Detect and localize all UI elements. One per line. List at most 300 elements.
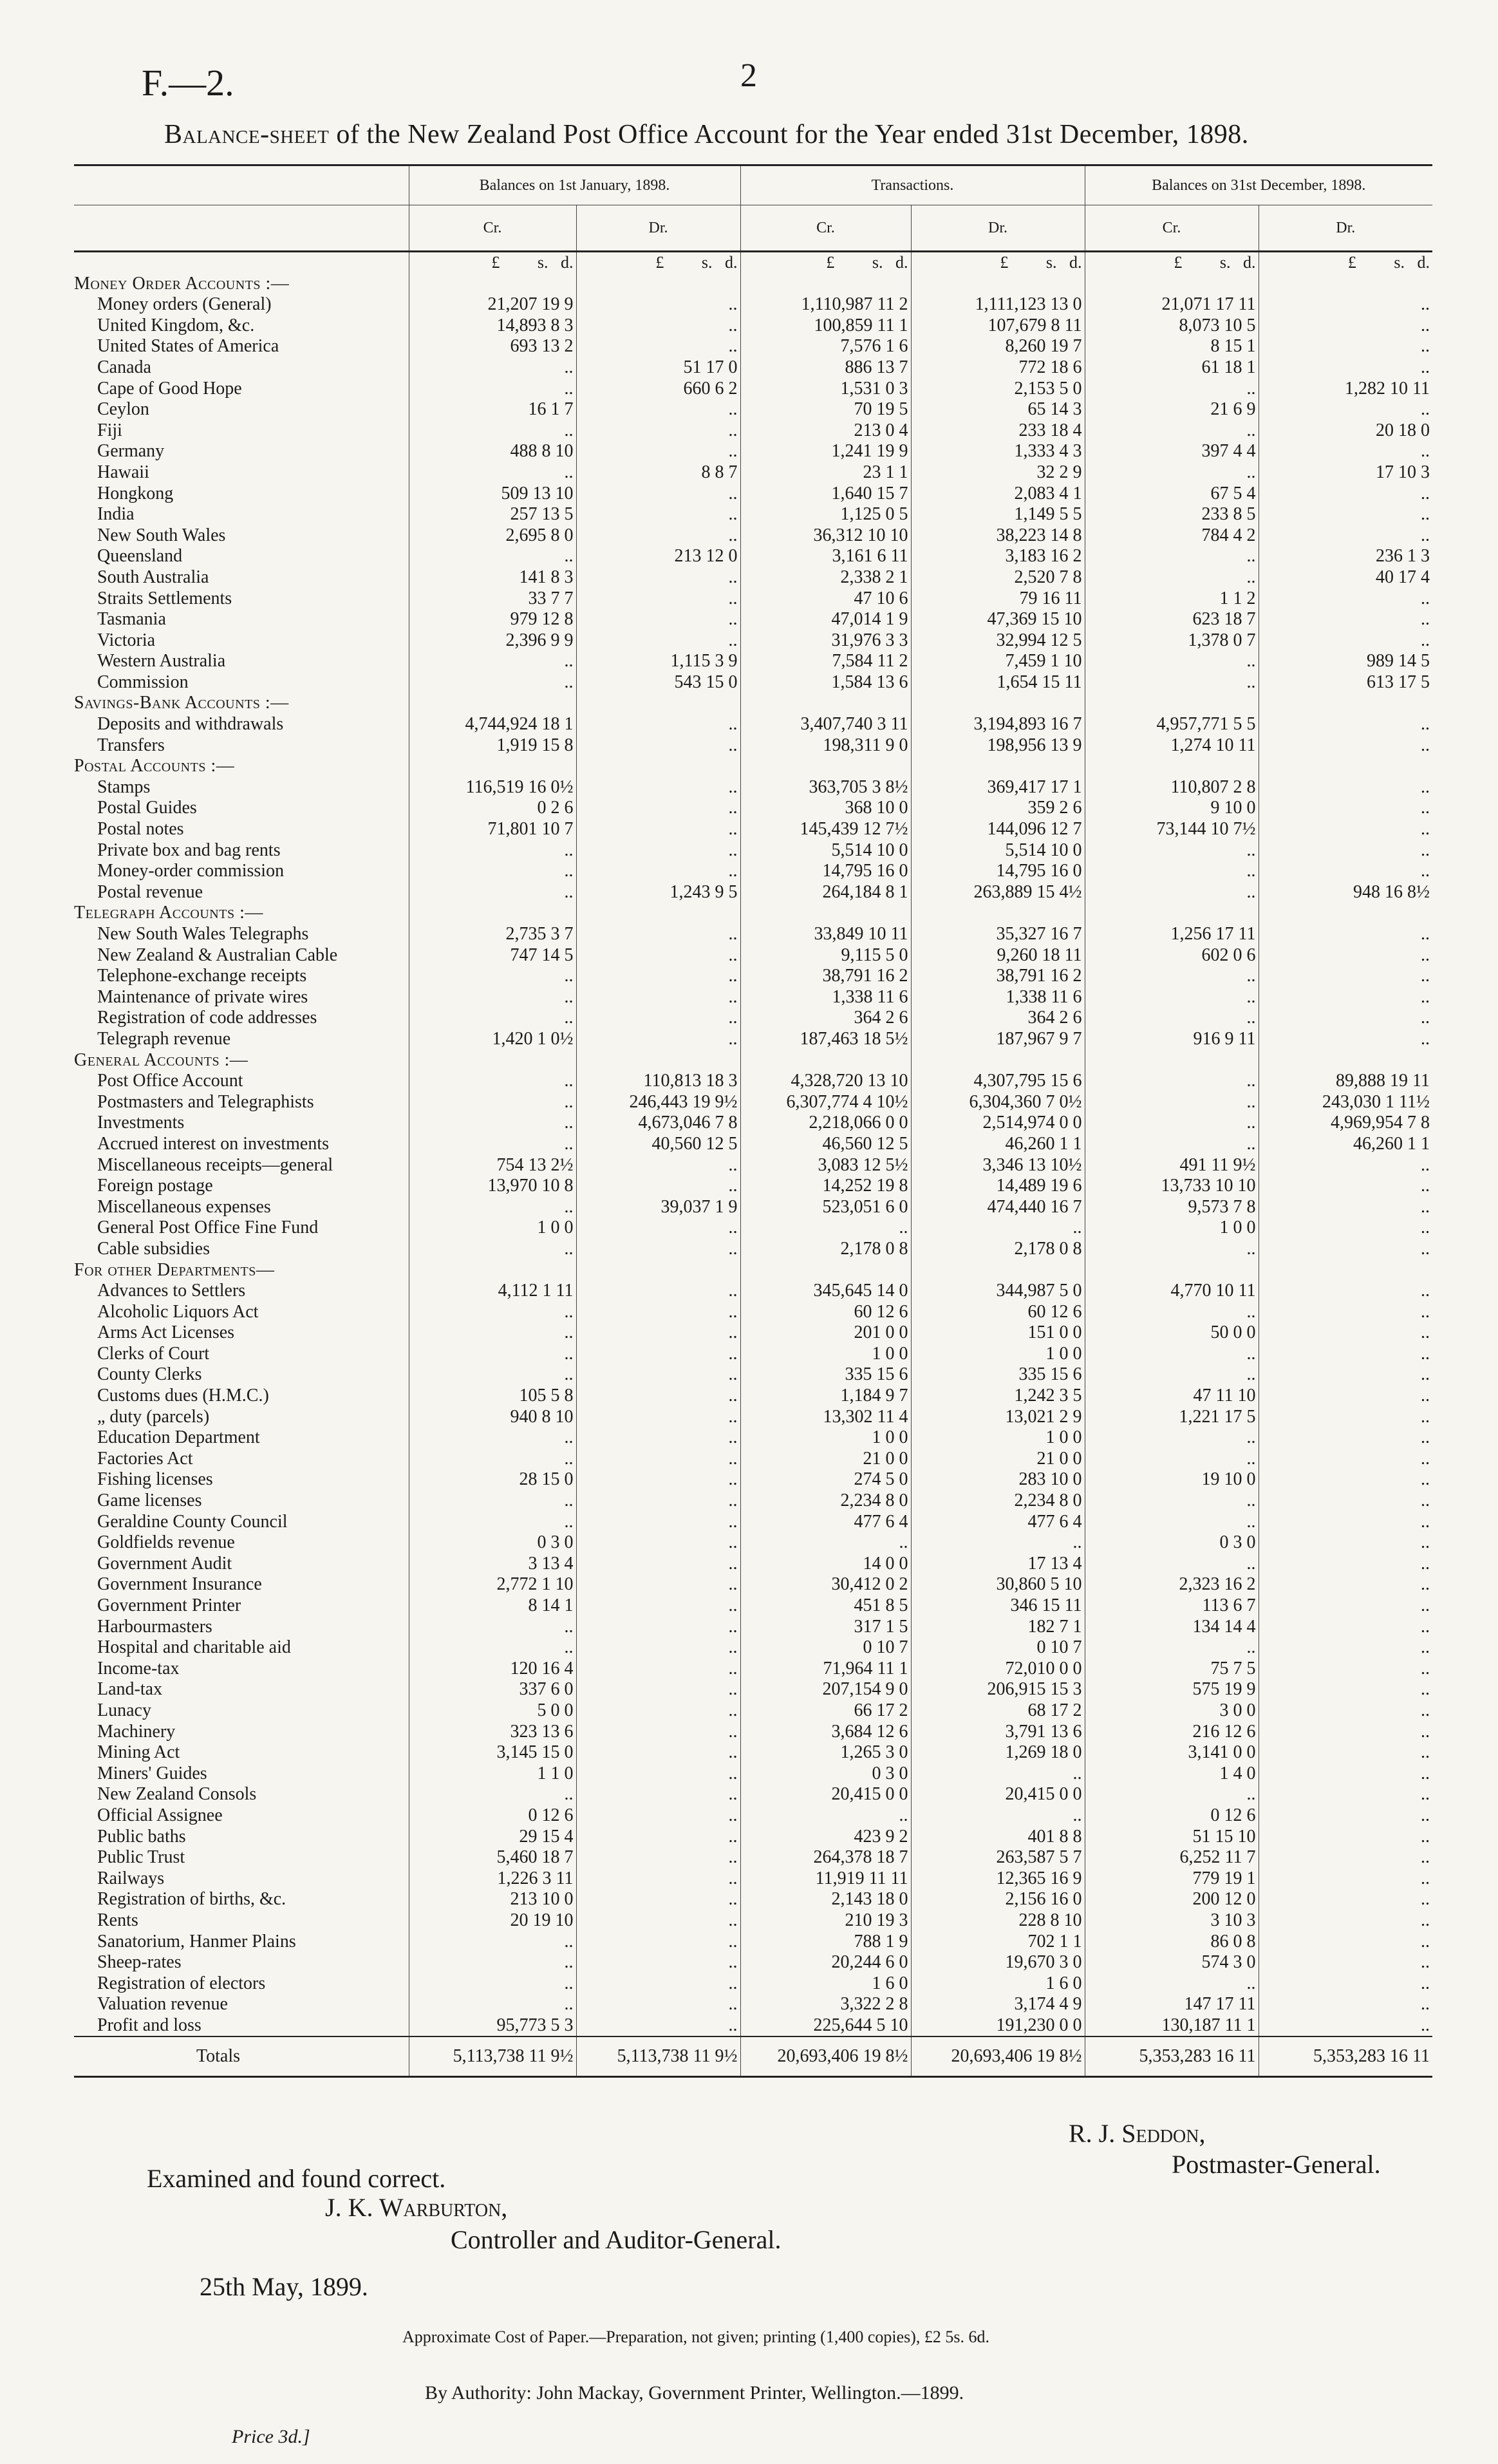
amount-cell: .. [1259,1469,1432,1491]
amount-cell: 19,670 3 0 [911,1952,1085,1973]
amount-cell: 3,322 2 8 [740,1994,911,2015]
amount-cell: 110,807 2 8 [1085,777,1259,798]
amount-cell: 368 10 0 [740,798,911,819]
amount-cell: 3,183 16 2 [911,546,1085,567]
amount-cell: .. [576,1973,740,1995]
section-label: General Accounts :— [74,1049,248,1070]
amount-cell: .. [576,966,740,987]
account-name: Mining Act [97,1742,180,1763]
amount-cell: 47 11 10 [1085,1386,1259,1407]
auditor-signature: J. K. Warburton, [325,2193,508,2222]
column-header-dr: Dr. [1259,205,1432,252]
amount-cell: .. [576,735,740,757]
printer-authority: By Authority: John Mackay, Government Printer, Wellington.—1899. [425,2382,964,2403]
amount-cell: .. [409,462,576,484]
amount-cell: 20,244 6 0 [740,1952,911,1973]
amount-cell: 1,149 5 5 [911,504,1085,525]
account-row [74,525,1432,547]
amount-cell: 317 1 5 [740,1617,911,1638]
account-row [74,1113,1432,1134]
amount-cell: 1,265 3 0 [740,1742,911,1763]
amount-cell: 39,037 1 9 [576,1197,740,1218]
account-name: Sanatorium, Hanmer Plains [97,1931,296,1951]
amount-cell: .. [1259,1932,1432,1953]
account-name: County Clerks [97,1364,202,1385]
amount-cell: .. [576,1344,740,1365]
section-label: For other Departments— [74,1259,275,1280]
amount-cell: .. [409,1637,576,1659]
amount-cell: 3,161 6 11 [740,546,911,567]
amount-cell: .. [576,1386,740,1407]
amount-cell: 989 14 5 [1259,651,1432,672]
amount-cell: .. [1085,882,1259,903]
amount-cell: .. [1085,1427,1259,1449]
amount-cell: 1,242 3 5 [911,1386,1085,1407]
amount-cell [1259,1050,1432,1071]
account-name: Goldfields revenue [97,1532,235,1553]
amount-cell: 1,640 15 7 [740,484,911,505]
amount-cell: .. [1259,1952,1432,1973]
amount-cell: 1,654 15 11 [911,672,1085,693]
amount-cell: 2,396 9 9 [409,630,576,652]
account-row [74,630,1432,652]
account-row [74,1155,1432,1176]
amount-cell [740,903,911,924]
amount-cell: 151 0 0 [911,1322,1085,1344]
account-name: Maintenance of private wires [97,986,308,1007]
amount-cell: 6,304,360 7 0½ [911,1092,1085,1113]
account-row [74,1322,1432,1344]
amount-cell [1085,1260,1259,1281]
amount-cell: .. [409,1617,576,1638]
amount-cell: 401 8 8 [911,1827,1085,1848]
amount-cell: 147 17 11 [1085,1994,1259,2015]
amount-cell: 1 0 0 [409,1218,576,1239]
column-header-cr: Cr. [409,205,576,252]
amount-cell: 35,327 16 7 [911,924,1085,945]
amount-cell: 61 18 1 [1085,357,1259,379]
account-name: Valuation revenue [97,1994,228,2015]
amount-cell: .. [1085,861,1259,882]
amount-cell: .. [576,1932,740,1953]
amount-cell [1085,903,1259,924]
amount-cell [576,274,740,295]
amount-cell: 141 8 3 [409,567,576,588]
amount-cell: .. [576,1554,740,1575]
amount-cell: .. [1085,1302,1259,1323]
amount-cell: .. [409,1512,576,1533]
amount-cell: .. [409,1071,576,1092]
amount-cell [1259,274,1432,295]
section-header-row [74,903,1432,924]
amount-cell: .. [576,504,740,525]
account-name: United States of America [97,336,279,357]
amount-cell: 2,520 7 8 [911,567,1085,588]
account-row [74,462,1432,484]
amount-cell: 5,514 10 0 [740,840,911,861]
account-name: Money-order commission [97,861,285,881]
total-amount: 5,353,283 16 11 [1085,2036,1259,2077]
amount-cell: 120 16 4 [409,1659,576,1680]
account-row [74,1932,1432,1953]
amount-cell: 51 17 0 [576,357,740,379]
amount-cell: 246,443 19 9½ [576,1092,740,1113]
amount-cell: 40 17 4 [1259,567,1432,588]
column-group-closing: Balances on 31st December, 1898. [1085,165,1432,205]
amount-cell: 0 3 0 [740,1763,911,1785]
amount-cell: 243,030 1 11½ [1259,1092,1432,1113]
column-group-transactions: Transactions. [740,165,1085,205]
amount-cell: 345,645 14 0 [740,1281,911,1302]
account-name: Advances to Settlers [97,1281,246,1301]
account-row [74,1071,1432,1092]
account-name: New Zealand Consols [97,1784,257,1805]
account-name: Queensland [97,546,183,567]
amount-cell: .. [1259,1868,1432,1890]
amount-cell: 344,987 5 0 [911,1281,1085,1302]
amount-cell: 2,338 2 1 [740,567,911,588]
amount-cell: 4,328,720 13 10 [740,1071,911,1092]
amount-cell: 16 1 7 [409,399,576,420]
amount-cell: .. [1259,714,1432,735]
amount-cell: .. [576,861,740,882]
amount-cell: 257 13 5 [409,504,576,525]
amount-cell: 8,073 10 5 [1085,315,1259,337]
units-blank [74,252,409,274]
amount-cell: .. [576,1763,740,1785]
amount-cell: .. [576,1868,740,1890]
account-name: Commission [97,672,189,692]
account-name: United Kingdom, &c. [97,315,255,335]
amount-cell: 264,184 8 1 [740,882,911,903]
account-row [74,546,1432,567]
account-row [74,1344,1432,1365]
amount-cell: 2,083 4 1 [911,484,1085,505]
amount-cell: 86 0 8 [1085,1932,1259,1953]
amount-cell: 886 13 7 [740,357,911,379]
amount-cell [1085,274,1259,295]
amount-cell: 20,415 0 0 [740,1784,911,1805]
amount-cell: .. [576,1491,740,1512]
column-header-dr: Dr. [576,205,740,252]
amount-cell: 4,112 1 11 [409,1281,576,1302]
amount-cell: .. [1259,1700,1432,1722]
amount-cell: .. [576,1910,740,1932]
total-amount: 20,693,406 19 8½ [740,2036,911,2077]
account-name: „ duty (parcels) [97,1406,210,1427]
account-row [74,567,1432,588]
amount-cell: .. [409,651,576,672]
account-row [74,1659,1432,1680]
amount-cell: .. [1259,1176,1432,1197]
section-label: Postal Accounts :— [74,756,235,776]
amount-cell: 346 15 11 [911,1595,1085,1617]
account-name: Education Department [97,1427,260,1448]
amount-cell: .. [576,798,740,819]
amount-cell: .. [1259,315,1432,337]
amount-cell: .. [576,1302,740,1323]
amount-cell: 144,096 12 7 [911,819,1085,840]
amount-cell: 3,684 12 6 [740,1722,911,1743]
amount-cell: 264,378 18 7 [740,1847,911,1868]
amount-cell: .. [1259,1281,1432,1302]
amount-cell: .. [1259,945,1432,966]
amount-cell: 0 12 6 [1085,1805,1259,1827]
amount-cell: .. [409,357,576,379]
amount-cell: .. [576,1574,740,1595]
amount-cell: .. [576,1449,740,1470]
amount-cell [1259,756,1432,777]
section-label: Telegraph Accounts :— [74,903,263,923]
amount-cell: 17 13 4 [911,1554,1085,1575]
amount-cell: .. [576,987,740,1008]
amount-cell: .. [576,484,740,505]
amount-cell: .. [1085,1512,1259,1533]
amount-cell: .. [1259,294,1432,315]
money-units: £ s. d. [409,252,576,274]
amount-cell: 2,153 5 0 [911,379,1085,400]
account-name: Stamps [97,776,151,797]
column-header-dr: Dr. [911,205,1085,252]
amount-cell: 20 18 0 [1259,420,1432,442]
amount-cell: 397 4 4 [1085,441,1259,462]
total-amount: 5,353,283 16 11 [1259,2036,1432,2077]
amount-cell: 1 0 0 [911,1344,1085,1365]
amount-cell: .. [576,1784,740,1805]
account-name: Machinery [97,1721,176,1742]
amount-cell: 693 13 2 [409,336,576,357]
amount-cell: .. [1259,630,1432,652]
amount-cell: 14,489 19 6 [911,1176,1085,1197]
amount-cell: .. [911,1805,1085,1827]
amount-cell [409,693,576,714]
amount-cell: .. [409,1092,576,1113]
amount-cell: 1 0 0 [911,1427,1085,1449]
amount-cell: 364 2 6 [911,1008,1085,1029]
amount-cell: .. [1085,1092,1259,1113]
amount-cell: .. [1259,1008,1432,1029]
column-group-header-row [74,165,1432,205]
amount-cell: .. [1085,840,1259,861]
amount-cell: 8 15 1 [1085,336,1259,357]
amount-cell: 2,735 3 7 [409,924,576,945]
account-name: Postal notes [97,819,184,840]
amount-cell: 130,187 11 1 [1085,2015,1259,2037]
account-row [74,1805,1432,1827]
amount-cell: 1,420 1 0½ [409,1029,576,1050]
amount-cell: 1,378 0 7 [1085,630,1259,652]
amount-cell: 0 10 7 [740,1637,911,1659]
postmaster-general-name [1069,2118,1205,2149]
amount-cell: 3,174 4 9 [911,1994,1085,2015]
account-name: Cable subsidies [97,1238,210,1259]
amount-cell [911,274,1085,295]
account-name: Foreign postage [97,1176,213,1196]
amount-cell: .. [576,2015,740,2037]
amount-cell: 423 9 2 [740,1827,911,1848]
amount-cell: 1 6 0 [911,1973,1085,1995]
amount-cell: .. [1259,1679,1432,1700]
amount-cell: .. [576,567,740,588]
amount-cell: .. [740,1532,911,1554]
account-row [74,840,1432,861]
amount-cell: .. [1259,504,1432,525]
account-row [74,2015,1432,2037]
amount-cell: .. [1259,609,1432,630]
amount-cell: 4,673,046 7 8 [576,1113,740,1134]
amount-cell: 187,463 18 5½ [740,1029,911,1050]
amount-cell: .. [911,1763,1085,1785]
amount-cell: .. [1259,2015,1432,2037]
amount-cell: 38,791 16 2 [911,966,1085,987]
amount-cell: 702 1 1 [911,1932,1085,1953]
account-row [74,672,1432,693]
total-amount: 5,113,738 11 9½ [409,2036,576,2077]
amount-cell: .. [576,1029,740,1050]
account-row [74,735,1432,757]
account-row [74,1784,1432,1805]
amount-cell: .. [1259,840,1432,861]
account-name: Postal revenue [97,881,203,902]
account-row [74,1512,1432,1533]
total-amount: 20,693,406 19 8½ [911,2036,1085,2077]
account-name: Government Insurance [97,1574,262,1595]
amount-cell: 1,338 11 6 [740,987,911,1008]
amount-cell [576,756,740,777]
account-name: Accrued interest on investments [97,1133,330,1154]
section-header-row [74,693,1432,714]
amount-cell: 33,849 10 11 [740,924,911,945]
account-name: Land-tax [97,1679,163,1700]
amount-cell: .. [576,315,740,337]
amount-cell: 509 13 10 [409,484,576,505]
auditor-name [325,2192,507,2223]
amount-cell: 5,514 10 0 [911,840,1085,861]
amount-cell: .. [576,1407,740,1428]
amount-cell: .. [1085,379,1259,400]
account-name: Game licenses [97,1491,202,1511]
amount-cell: .. [576,1889,740,1910]
account-name: Official Assignee [97,1805,223,1825]
amount-cell: .. [576,420,740,442]
amount-cell: 940 8 10 [409,1407,576,1428]
account-name: Postal Guides [97,798,197,818]
amount-cell: .. [409,840,576,861]
amount-cell: .. [1259,1574,1432,1595]
amount-cell: 1,125 0 5 [740,504,911,525]
amount-cell: 3,145 15 0 [409,1742,576,1763]
account-row [74,420,1432,442]
account-name: Fishing licenses [97,1469,213,1490]
account-row [74,882,1432,903]
amount-cell: 66 17 2 [740,1700,911,1722]
amount-cell: .. [1085,1637,1259,1659]
amount-cell: .. [1085,1491,1259,1512]
amount-cell: 21 0 0 [740,1449,911,1470]
amount-cell: 31,976 3 3 [740,630,911,652]
amount-cell: .. [576,1659,740,1680]
amount-cell: 3 10 3 [1085,1910,1259,1932]
amount-cell: .. [409,420,576,442]
amount-cell: 3 13 4 [409,1554,576,1575]
amount-cell [576,693,740,714]
account-row [74,1637,1432,1659]
amount-cell: .. [1259,1595,1432,1617]
amount-cell: .. [576,1679,740,1700]
account-name: Profit and loss [97,2015,201,2035]
amount-cell: .. [1259,1659,1432,1680]
amount-cell: .. [1259,336,1432,357]
amount-cell: 979 12 8 [409,609,576,630]
amount-cell: 7,459 1 10 [911,651,1085,672]
postmaster-general-title: Postmaster-General. [1172,2150,1381,2179]
account-name: Money orders (General) [97,294,272,315]
account-row [74,924,1432,945]
amount-cell: 14 0 0 [740,1554,911,1575]
amount-cell: .. [576,441,740,462]
amount-cell: 68 17 2 [911,1700,1085,1722]
money-units: £ s. d. [1259,252,1432,274]
document-reference: F.—2. [142,62,234,104]
amount-cell: 46,560 12 5 [740,1134,911,1155]
amount-cell [740,274,911,295]
account-row [74,1973,1432,1995]
amount-cell: .. [1259,1407,1432,1428]
amount-cell: .. [1259,1973,1432,1995]
amount-cell: .. [1085,546,1259,567]
account-name: Telephone-exchange receipts [97,966,307,986]
account-row [74,1952,1432,1973]
amount-cell: 788 1 9 [740,1932,911,1953]
amount-cell: 2,178 0 8 [740,1239,911,1260]
amount-cell: 477 6 4 [740,1512,911,1533]
amount-cell: 2,218,066 0 0 [740,1113,911,1134]
amount-cell: .. [1259,1218,1432,1239]
amount-cell: .. [1085,672,1259,693]
amount-cell: 477 6 4 [911,1512,1085,1533]
amount-cell: .. [409,1973,576,1995]
amount-cell: 14,795 16 0 [740,861,911,882]
header-blank [74,165,409,205]
amount-cell: .. [576,819,740,840]
amount-cell: .. [409,966,576,987]
amount-cell: 213 10 0 [409,1889,576,1910]
page-number: 2 [740,57,757,94]
account-name: Factories Act [97,1448,193,1469]
amount-cell: 19 10 0 [1085,1469,1259,1491]
amount-cell: .. [1259,924,1432,945]
amount-cell: .. [1085,1008,1259,1029]
amount-cell: .. [409,1427,576,1449]
amount-cell [1085,756,1259,777]
amount-cell: 32,994 12 5 [911,630,1085,652]
amount-cell: 3,141 0 0 [1085,1742,1259,1763]
amount-cell: .. [576,1994,740,2015]
amount-cell [1085,1050,1259,1071]
amount-cell: 369,417 17 1 [911,777,1085,798]
amount-cell: 182 7 1 [911,1617,1085,1638]
amount-cell: 1,184 9 7 [740,1386,911,1407]
amount-cell: 50 0 0 [1085,1322,1259,1344]
amount-cell [911,1260,1085,1281]
balance-sheet-table [74,164,1432,2078]
amount-cell [409,1260,576,1281]
money-units: £ s. d. [1085,252,1259,274]
amount-cell: 451 8 5 [740,1595,911,1617]
account-row [74,1134,1432,1155]
account-name: Cape of Good Hope [97,378,242,399]
amount-cell: 9,115 5 0 [740,945,911,966]
